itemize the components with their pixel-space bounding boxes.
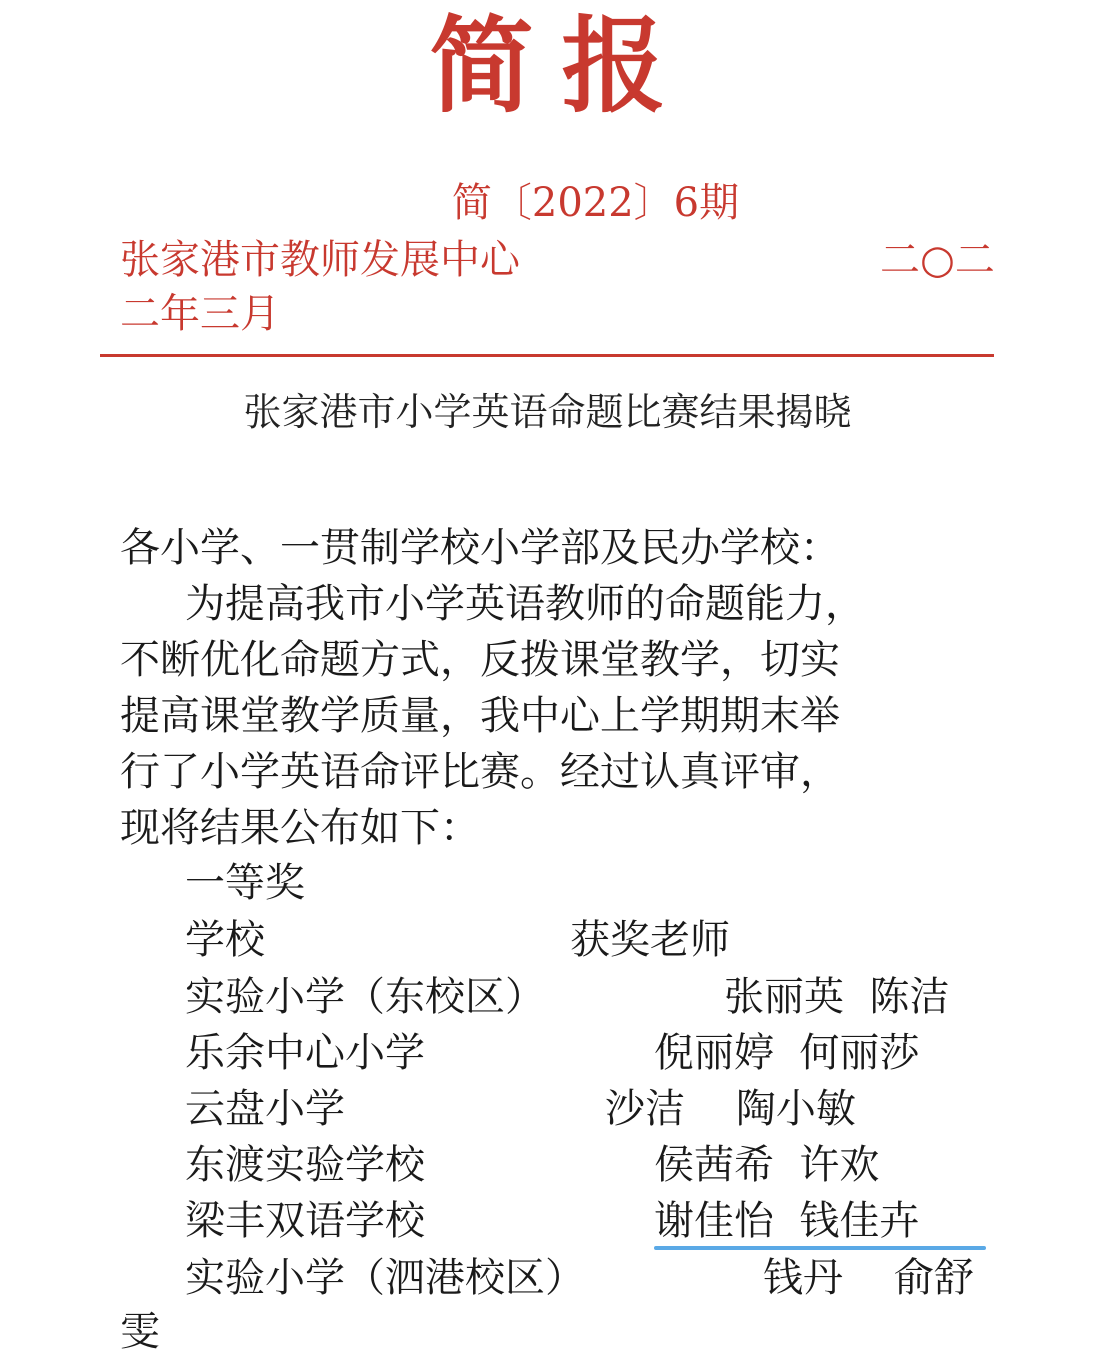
issue-number: 简〔2022〕6期 (451, 180, 740, 226)
award-title: 一等奖 (185, 860, 305, 906)
salutation: 各小学、一贯制学校小学部及民办学校： (120, 525, 840, 571)
masthead-title: 简报 (429, 4, 694, 127)
award-row-teachers: 钱丹 俞舒 (763, 1255, 974, 1301)
issuer-name: 张家港市教师发展中心 (120, 237, 520, 283)
award-row-school: 梁丰双语学校 (185, 1198, 425, 1244)
award-row-teachers: 沙洁 陶小敏 (605, 1086, 856, 1132)
award-row-teachers: 张丽英 陈洁 (724, 974, 950, 1020)
column-header-school: 学校 (185, 917, 265, 963)
issue-date-part2: 二年三月 (120, 291, 280, 337)
award-row-teachers: 倪丽婷 何丽莎 (654, 1030, 920, 1076)
red-divider (100, 354, 994, 357)
article-headline: 张家港市小学英语命题比赛结果揭晓 (243, 390, 852, 434)
award-row-teachers: 侯茜希 许欢 (654, 1142, 880, 1188)
paragraph-line: 现将结果公布如下： (120, 805, 480, 851)
award-row-school: 东渡实验学校 (185, 1142, 425, 1188)
issue-date-part1: 二○二 (880, 237, 995, 283)
column-header-teacher: 获奖老师 (570, 917, 730, 963)
wrapped-name-continuation: 雯 (120, 1309, 160, 1355)
award-row-teachers: 谢佳怡 钱佳卉 (654, 1198, 920, 1244)
award-row-school: 云盘小学 (185, 1086, 345, 1132)
award-row-school: 实验小学（泗港校区） (185, 1255, 585, 1301)
paragraph-line: 提高课堂教学质量，我中心上学期期末举 (120, 693, 840, 739)
paragraph-line: 行了小学英语命评比赛。经过认真评审， (120, 749, 840, 795)
award-row-school: 实验小学（东校区） (185, 974, 545, 1020)
paragraph-line: 为提高我市小学英语教师的命题能力， (185, 581, 865, 627)
award-row-school: 乐余中心小学 (185, 1030, 425, 1076)
paragraph-line: 不断优化命题方式，反拨课堂教学，切实 (120, 637, 840, 683)
